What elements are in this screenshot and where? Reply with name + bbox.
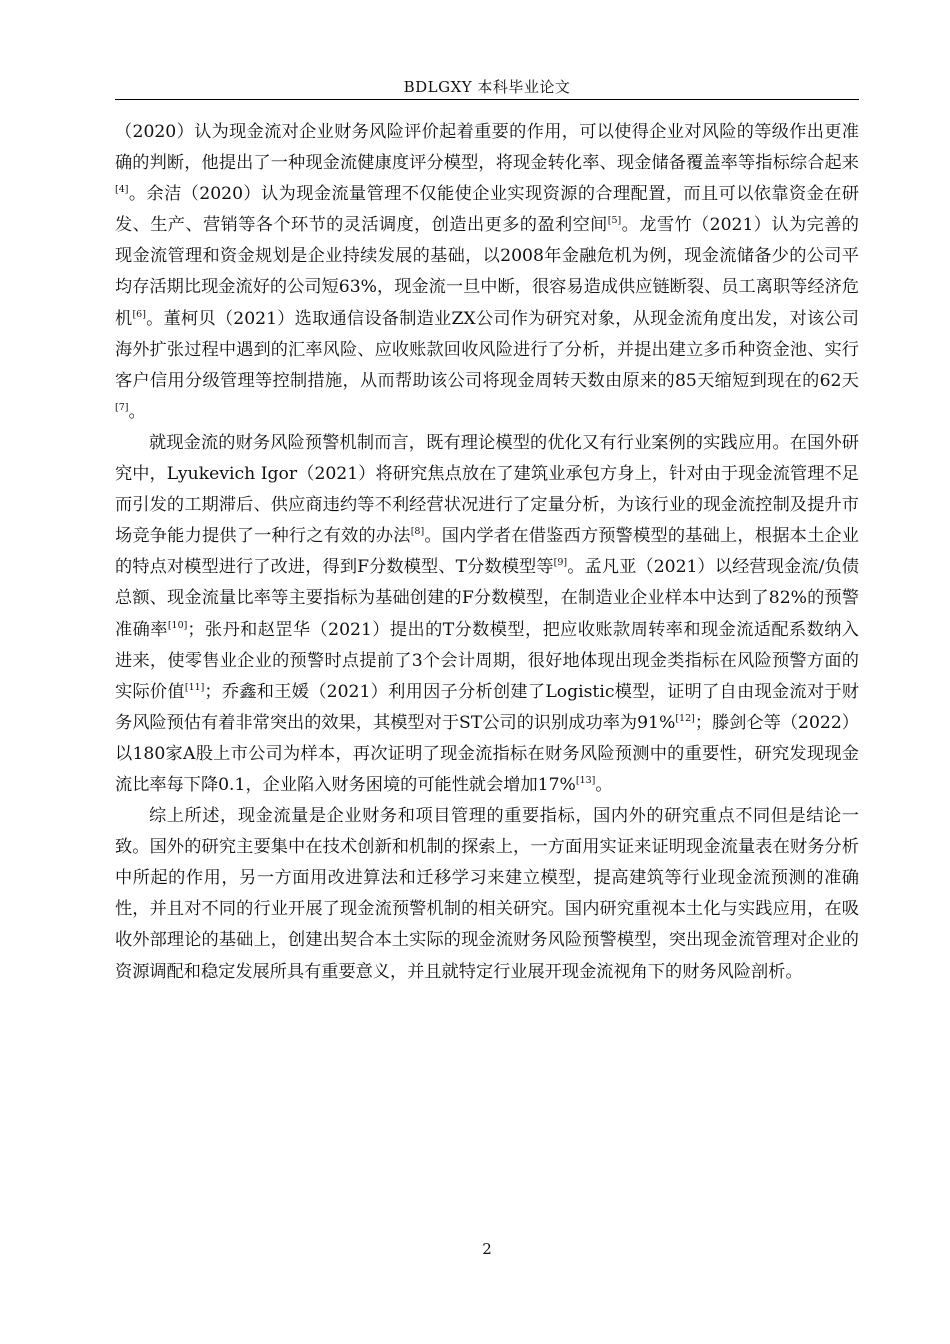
- citation-ref: [11]: [184, 681, 205, 693]
- text-segment: 。余洁（2020）认为现金流量管理不仅能使企业实现资源的合理配置，而且可以依靠资金在研发、生产、营销等各个环节的灵活调度，创造出更多的盈利空间: [115, 184, 859, 236]
- citation-ref: [6]: [132, 308, 146, 320]
- citation-ref: [7]: [115, 401, 129, 413]
- running-header: BDLGXY 本科毕业论文: [403, 78, 571, 96]
- paragraph-3: [115, 801, 859, 988]
- page-number: 2: [482, 1240, 492, 1258]
- citation-ref: [13]: [575, 774, 596, 786]
- text-segment: 。国内学者在借鉴西方预警模型的基础上，根据本土企业的特点对模型进行了改进，得到F分数模型、T分数模型等: [115, 526, 859, 578]
- text-segment: 综上所述，现金流量是企业财务和项目管理的重要指标，国内外的研究重点不同但是结论一致。国外的研究主要集中在技术创新和机制的探索上，一方面用实证来证明现金流量表在财务分析中所起的作用，另一方面用改进算法和迁移学习来建立模型，提高建筑等行业现金流预测的准确性，并且对不同的行业开展了现金流预警机制的相关研究。国内研究重视本土化与实践应用，在吸收外部理论的基础上，创建出契合本土实际的现金流财务风险预警模型，突出现金流管理对企业的资源调配和稳定发展所具有重要意义，并且就特定行业展开现金流视角下的财务风险剖析。: [115, 806, 859, 982]
- citation-ref: [9]: [553, 557, 568, 569]
- text-segment: 。董柯贝（2021）选取通信设备制造业ZX公司作为研究对象，从现金流角度出发，对该公司海外扩张过程中遇到的汇率风险、应收账款回收风险进行了分析，并提出建立多币种资金池、实行客户信用分级管理等控制措施，从而帮助该公司将现金周转天数由原来的85天缩短到现在的62天: [115, 308, 859, 391]
- paragraph-2: [115, 428, 859, 801]
- citation-ref: [5]: [607, 215, 622, 227]
- body-text: [115, 117, 859, 988]
- text-segment: 。: [128, 401, 146, 422]
- text-segment: ；乔鑫和王媛（2021）利用因子分析创建了Logistic模型，证明了自由现金流对于财务风险预估有着非常突出的效果，其模型对于ST公司的识别成功率为91%: [115, 681, 859, 733]
- text-segment: 就现金流的财务风险预警机制而言，既有理论模型的优化又有行业案例的实践应用。在国外研究中，Lyukevich Igor（2021）将研究焦点放在了建筑业承包方身上，针对由于现金流管理不足而引发的工期滞后、供应商违约等不利经营状况进行了定量分析，为该行业的现金流控制及提升市场竞争能力提供了一种行之有效的办法: [115, 432, 859, 547]
- paragraph-1: [115, 117, 859, 428]
- citation-ref: [10]: [167, 619, 188, 631]
- citation-ref: [4]: [115, 184, 129, 196]
- text-segment: ；张丹和赵罡华（2021）提出的T分数模型，把应收账款周转率和现金流适配系数纳入进来，使零售业企业的预警时点提前了3个会计周期，很好地体现出现金类指标在风险预警方面的实际价值: [115, 619, 859, 702]
- text-segment: ；滕剑仑等（2022）以180家A股上市公司为样本，再次证明了现金流指标在财务风险预测中的重要性，研究发现现金流比率每下降0.1，企业陷入财务困境的可能性就会增加17%: [115, 712, 859, 795]
- citation-ref: [12]: [675, 712, 695, 724]
- text-segment: 。孟凡亚（2021）以经营现金流/负债总额、现金流量比率等主要指标为基础创建的F分数模型，在制造业企业样本中达到了82%的预警准确率: [115, 557, 859, 640]
- citation-ref: [8]: [410, 526, 425, 538]
- text-segment: 。: [595, 774, 613, 795]
- text-segment: 。龙雪竹（2021）认为完善的现金流管理和资金规划是企业持续发展的基础，以2008年金融危机为例，现金流储备少的公司平均存活期比现金流好的公司短63%，现金流一旦中断，很容易造成供应链断裂、员工离职等经济危机: [115, 215, 859, 329]
- header-rule: [115, 99, 859, 100]
- text-segment: （2020）认为现金流对企业财务风险评价起着重要的作用，可以使得企业对风险的等级作出更准确的判断，他提出了一种现金流健康度评分模型，将现金转化率、现金储备覆盖率等指标综合起来: [115, 122, 859, 174]
